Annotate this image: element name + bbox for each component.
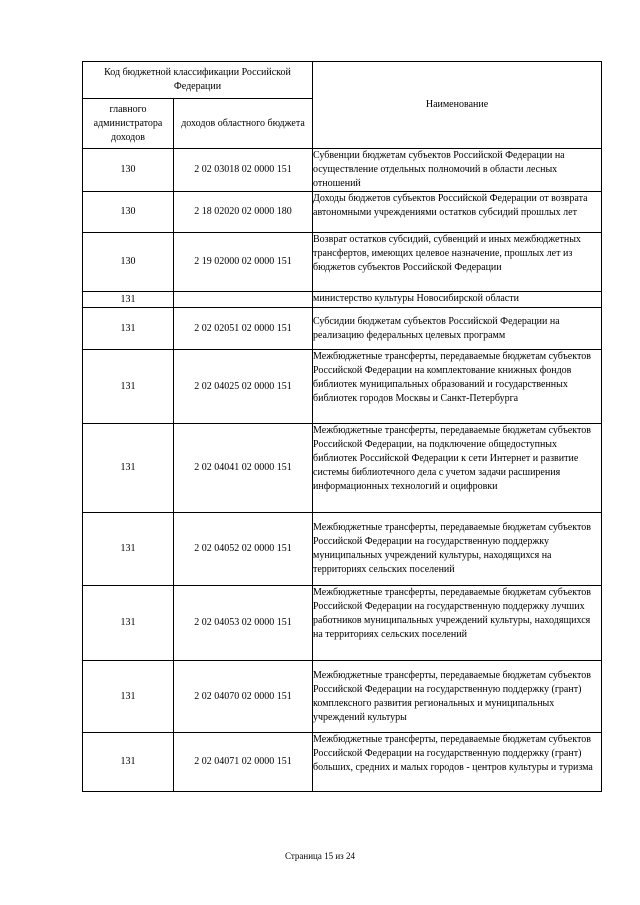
income-code-cell: 2 02 04053 02 0000 151	[174, 586, 313, 661]
table-row	[83, 149, 602, 192]
admin-code-cell: 131	[83, 350, 174, 424]
page-number: Страница 15 из 24	[285, 851, 355, 861]
name-cell: Доходы бюджетов субъектов Российской Федерации от возврата автономными учреждениями остатков субсидий прошлых лет	[313, 192, 602, 233]
name-cell: Межбюджетные трансферты, передаваемые бюджетам субъектов Российской Федерации на государственную поддержку (грант) комплексного развития региональных и муниципальных учреждений культуры	[313, 661, 602, 733]
table-row	[83, 424, 602, 513]
table-row-section	[83, 292, 602, 308]
income-code-cell: 2 02 04025 02 0000 151	[174, 350, 313, 424]
name-cell: Межбюджетные трансферты, передаваемые бюджетам субъектов Российской Федерации на государственную поддержку муниципальных учреждений культуры, находящихся на территориях сельских поселений	[313, 513, 602, 586]
table-row	[83, 350, 602, 424]
name-cell: Межбюджетные трансферты, передаваемые бюджетам субъектов Российской Федерации, на подключение общедоступных библиотек Российской Федерации к сети Интернет и развитие системы библиотечного дела с учетом задачи расширения информационных технологий и оцифровки	[313, 424, 602, 513]
budget-classification-table	[82, 61, 602, 792]
admin-code-cell: 131	[83, 661, 174, 733]
income-code-cell: 2 02 04070 02 0000 151	[174, 661, 313, 733]
income-code-cell	[174, 292, 313, 308]
admin-code-cell: 131	[83, 308, 174, 350]
income-code-cell: 2 18 02020 02 0000 180	[174, 192, 313, 233]
income-code-cell: 2 02 03018 02 0000 151	[174, 149, 313, 192]
name-cell: Возврат остатков субсидий, субвенций и иных межбюджетных трансфертов, имеющих целевое назначение, прошлых лет из бюджетов субъектов Российской Федерации	[313, 233, 602, 292]
table-row	[83, 733, 602, 792]
table-row	[83, 661, 602, 733]
admin-code-cell: 131	[83, 292, 174, 308]
table-row	[83, 308, 602, 350]
admin-code-cell: 131	[83, 586, 174, 661]
name-cell: Субсидии бюджетам субъектов Российской Федерации на реализацию федеральных целевых программ	[313, 308, 602, 350]
name-cell: Межбюджетные трансферты, передаваемые бюджетам субъектов Российской Федерации на государственную поддержку лучших работников муниципальных учреждений культуры, находящихся на территориях сельских поселений	[313, 586, 602, 661]
income-code-cell: 2 19 02000 02 0000 151	[174, 233, 313, 292]
header-name: Наименование	[313, 62, 602, 149]
header-admin: главного администратора доходов	[83, 99, 174, 149]
admin-code-cell: 130	[83, 192, 174, 233]
income-code-cell: 2 02 02051 02 0000 151	[174, 308, 313, 350]
name-cell: Межбюджетные трансферты, передаваемые бюджетам субъектов Российской Федерации на комплектование книжных фондов библиотек муниципальных образований и государственных библиотек городов Москвы и Санкт-Петербурга	[313, 350, 602, 424]
income-code-cell: 2 02 04071 02 0000 151	[174, 733, 313, 792]
income-code-cell: 2 02 04041 02 0000 151	[174, 424, 313, 513]
admin-code-cell: 131	[83, 513, 174, 586]
name-cell: Субвенции бюджетам субъектов Российской Федерации на осуществление отдельных полномочий в области лесных отношений	[313, 149, 602, 192]
table-row	[83, 192, 602, 233]
table-row	[83, 586, 602, 661]
table-row	[83, 513, 602, 586]
header-income: доходов областного бюджета	[174, 99, 313, 149]
header-code-group: Код бюджетной классификации Российской Федерации	[83, 62, 313, 99]
admin-code-cell: 131	[83, 424, 174, 513]
admin-code-cell: 130	[83, 233, 174, 292]
name-cell: Межбюджетные трансферты, передаваемые бюджетам субъектов Российской Федерации на государственную поддержку (грант) больших, средних и малых городов - центров культуры и туризма	[313, 733, 602, 792]
admin-code-cell: 130	[83, 149, 174, 192]
table-row	[83, 233, 602, 292]
section-title-cell: министерство культуры Новосибирской области	[313, 292, 602, 308]
income-code-cell: 2 02 04052 02 0000 151	[174, 513, 313, 586]
admin-code-cell: 131	[83, 733, 174, 792]
